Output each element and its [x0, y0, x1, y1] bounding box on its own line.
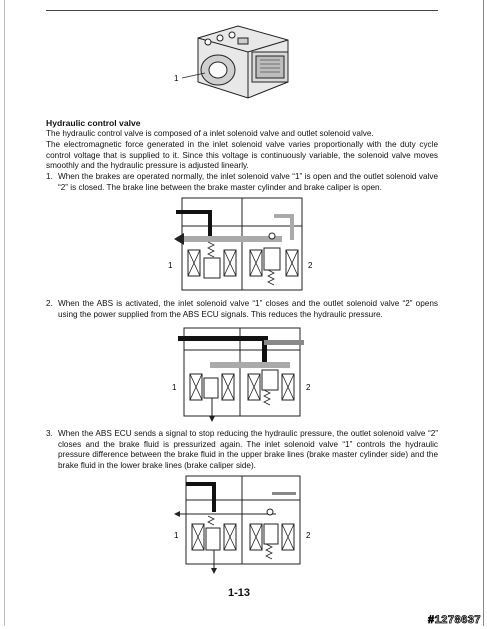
abs-unit-figure [160, 16, 300, 116]
document-id: #1278637 [428, 614, 481, 626]
valve-diagram-abs-active [170, 326, 320, 422]
diagram-3-label-1: 1 [174, 531, 179, 540]
diagram-2-label-1: 1 [172, 383, 177, 392]
step-1-number: 1. [46, 172, 53, 181]
valve-diagram-normal [166, 196, 322, 292]
diagram-2-label-2: 2 [306, 383, 311, 392]
diagram-1-label-1: 1 [168, 261, 173, 270]
valve-diagram-pressurize [172, 474, 320, 574]
intro-paragraph-2: The electromagnetic force generated in the inlet solenoid valve varies proportionally with the duty cycle control voltage that is supplied to it. Since this voltage is continuously variable, the solenoid valve moves smoothly and the hydraulic pressure is adjusted linearly. [46, 140, 438, 171]
figure-label-1: 1 [174, 74, 179, 83]
step-2-text: When the ABS is activated, the inlet solenoid valve “1” closes and the outlet solenoid valve “2” opens using the power supplied from the ABS ECU signals. This reduces the hydraulic pressure. [58, 299, 438, 319]
step-3-text: When the ABS ECU sends a signal to stop reducing the hydraulic pressure, the outlet solenoid valve “2” closes and the brake fluid is pressurized again. The inlet solenoid valve “1” controls the hydraulic pressure difference between the brake fluid in the upper brake lines (brake master cylinder side) and the brake fluid in the lower brake lines (brake caliper side). [58, 429, 438, 470]
diagram-1-label-2: 2 [308, 261, 313, 270]
page-number: 1-13 [228, 587, 251, 599]
step-1-text: When the brakes are operated normally, the inlet solenoid valve “1” is open and the outlet solenoid valve “2” is closed. The brake line between the brake master cylinder and brake caliper is open. [58, 172, 438, 192]
step-3-number: 3. [46, 429, 53, 438]
top-rule [46, 10, 438, 11]
section-title: Hydraulic control valve [46, 118, 141, 128]
step-2-number: 2. [46, 299, 53, 308]
diagram-3-label-2: 2 [306, 531, 311, 540]
intro-paragraph-1: The hydraulic control valve is composed of a inlet solenoid valve and outlet solenoid valve. [46, 129, 374, 138]
